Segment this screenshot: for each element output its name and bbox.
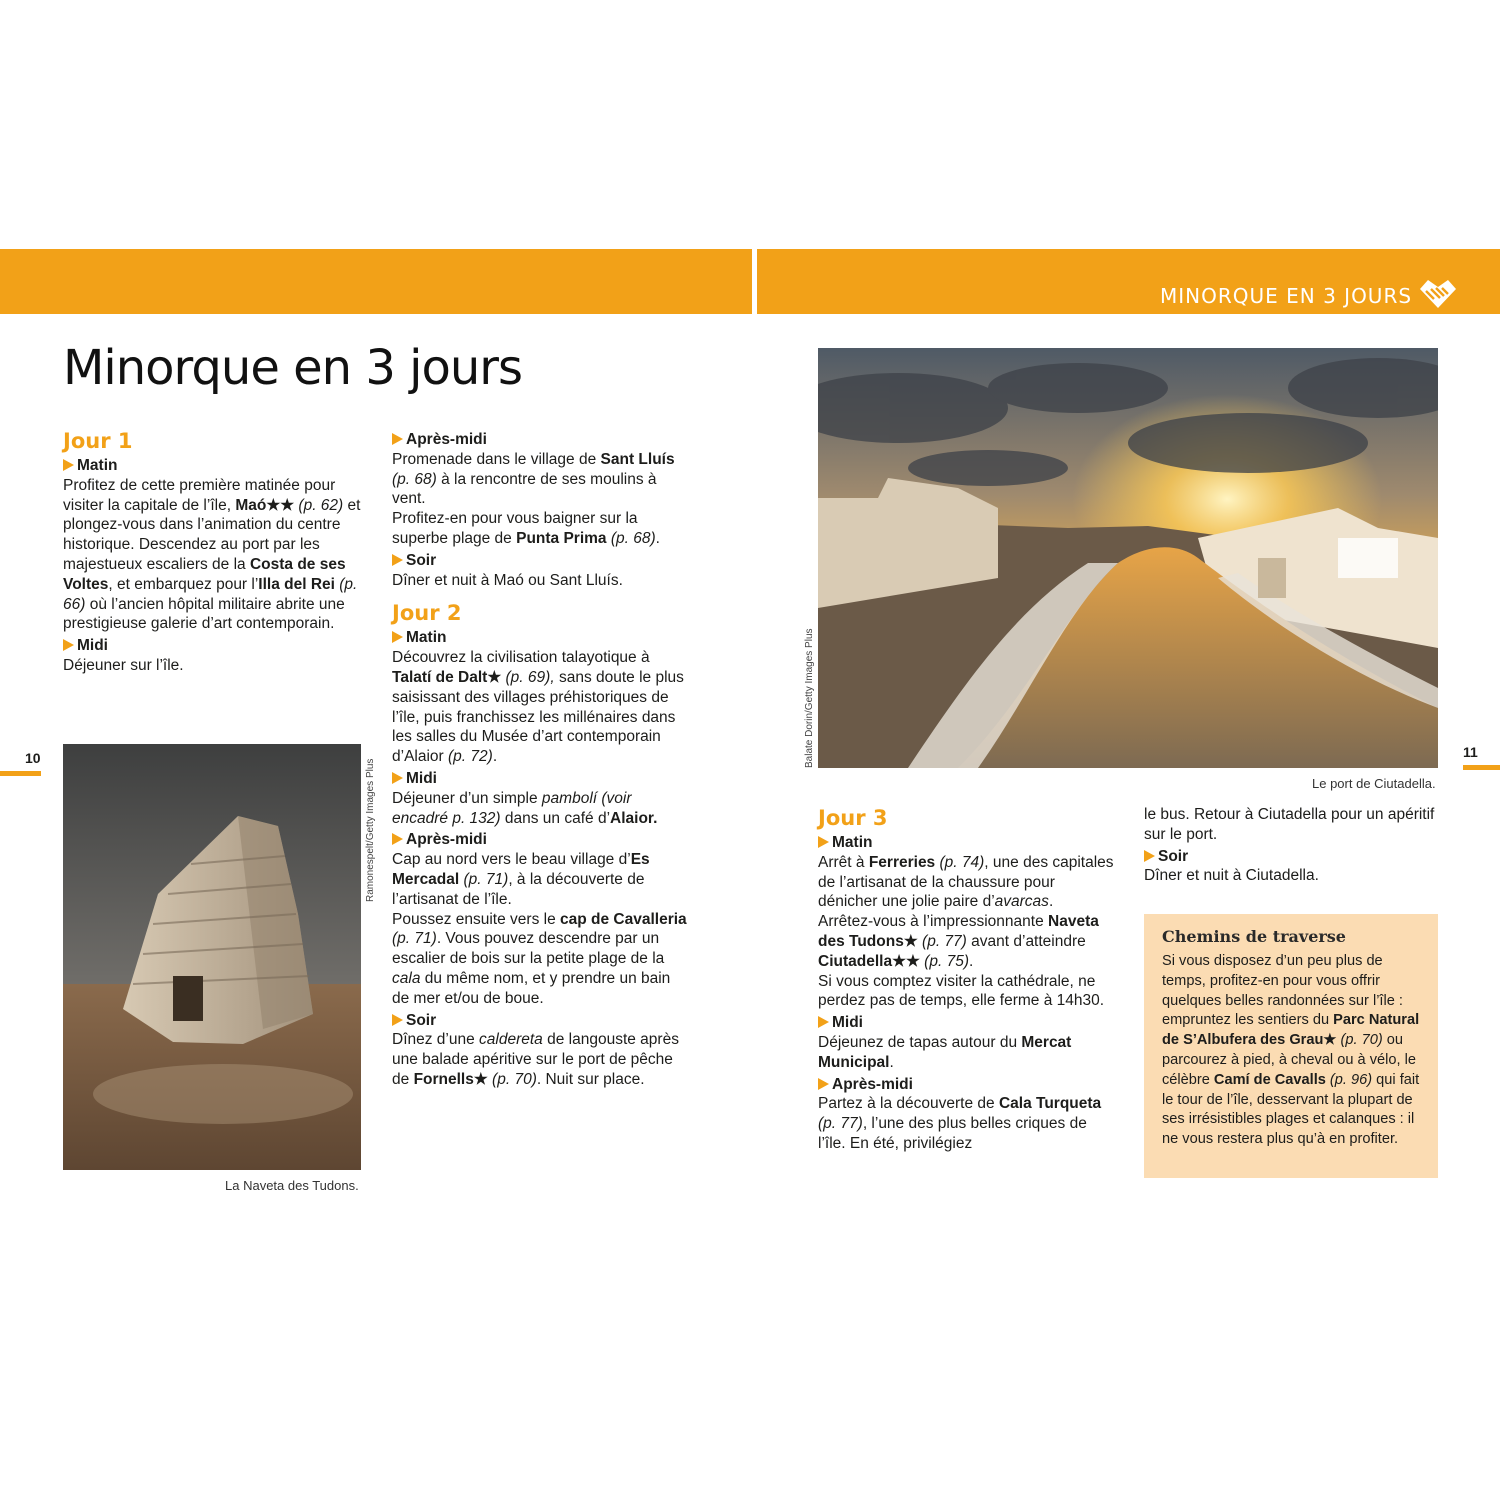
day2-matin-text: Découvrez la civilisation talayotique à Talatí de Dalt★ (p. 69), sans doute le plus saisissant des villages préhistoriques de l’île, puis franchissez les millénaires dans les salles du Musée d’art contemporain d’Alaior (p. 72). bbox=[392, 649, 684, 766]
sidebar-body: Si vous disposez d’un peu plus de temps, profitez-en pour vous offrir quelques belles randonnées sur l’île : empruntez les sentiers du Parc Natural de S’Albufera des Grau★ (p. 70) ou parcourez à pied, à cheval ou à vélo, le célèbre Camí de Cavalls (p. 96) qui fait le tour de l’île, desservant la plupart de ses irrésistibles plages et calanques : il ne vous restera plus qu’à en profiter. bbox=[1162, 953, 1420, 1148]
day2-column bbox=[392, 428, 690, 1090]
day1-apres-midi-text-1: Promenade dans le village de Sant Lluís (p. 68) à la rencontre de ses moulins à vent. bbox=[392, 450, 675, 508]
day3-column bbox=[818, 805, 1116, 1154]
ciutadella-photo bbox=[818, 348, 1438, 768]
day1-midi-text: Déjeuner sur l’île. bbox=[63, 656, 184, 674]
day3-title: Jour 3 bbox=[818, 806, 888, 830]
day3-matin-text-2: Arrêtez-vous à l’impressionnante Naveta des Tudons★ (p. 77) avant d’atteindre Ciutadella★★ (p. 75). bbox=[818, 913, 1099, 970]
day2-apres-midi-text-1: Cap au nord vers le beau village d’Es Mercadal (p. 71), à la découverte de l’artisanat de l’île. bbox=[392, 851, 650, 908]
day3-apres-midi-continued: le bus. Retour à Ciutadella pour un apéritif sur le port. bbox=[1144, 806, 1435, 843]
day3-matin-label: Matin bbox=[818, 833, 1116, 853]
day3-midi-label: Midi bbox=[818, 1013, 1116, 1033]
day3-soir-text: Dîner et nuit à Ciutadella. bbox=[1144, 867, 1319, 885]
naveta-photo-credit: Ramonespelt/Getty Images Plus bbox=[365, 758, 376, 902]
day1-soir-text: Dîner et nuit à Maó ou Sant Lluís. bbox=[392, 571, 623, 589]
day3-apres-midi-text: Partez à la découverte de Cala Turqueta (p. 77), l’une des plus belles criques de l’île. En été, privilégiez bbox=[818, 1095, 1102, 1152]
day1-matin-text: Profitez de cette première matinée pour visiter la capitale de l’île, Maó★★ (p. 62) et plongez-vous dans l’animation du centre historique. Descendez au port par les majestueux escaliers de la Costa de ses Voltes, et embarquez pour l’Illa del Rei (p. 66) où l’ancien hôpital militaire abrite une prestigieuse galerie d’art contemporain. bbox=[63, 476, 361, 633]
day3-soir-label: Soir bbox=[1144, 847, 1440, 867]
running-title: MINORQUE EN 3 JOURS bbox=[1160, 284, 1413, 308]
day3-matin-text-1: Arrêt à Ferreries (p. 74), une des capitales de l’artisanat de la chaussure pour dénicher une jolie paire d’avarcas. bbox=[818, 853, 1114, 911]
handshake-icon bbox=[1418, 277, 1458, 310]
day2-soir-label: Soir bbox=[392, 1011, 690, 1031]
day3-midi-text: Déjeunez de tapas autour du Mercat Municipal. bbox=[818, 1033, 1072, 1071]
day1-soir-label: Soir bbox=[392, 551, 690, 571]
day2-midi-label: Midi bbox=[392, 769, 690, 789]
naveta-caption: La Naveta des Tudons. bbox=[225, 1178, 359, 1193]
day1-midi-label: Midi bbox=[63, 636, 363, 656]
day3-evening-column bbox=[1144, 805, 1440, 886]
page-marker-right bbox=[1463, 765, 1500, 770]
day1-apres-midi-label: Après-midi bbox=[392, 430, 690, 450]
page-title: Minorque en 3 jours bbox=[63, 340, 522, 396]
sidebar-chemins-de-traverse bbox=[1144, 914, 1438, 1178]
ciutadella-photo-credit: Balate Dorin/Getty Images Plus bbox=[804, 628, 815, 768]
day3-apres-midi-label: Après-midi bbox=[818, 1075, 1116, 1095]
page-number-right: 11 bbox=[1463, 744, 1478, 760]
page-number-left: 10 bbox=[25, 750, 41, 766]
day1-column bbox=[63, 428, 363, 676]
sidebar-title: Chemins de traverse bbox=[1162, 927, 1346, 946]
day2-matin-label: Matin bbox=[392, 628, 690, 648]
day2-title: Jour 2 bbox=[392, 601, 462, 626]
day2-apres-midi-text-2: Poussez ensuite vers le cap de Cavalleria (p. 71). Vous pouvez descendre par un escalier de bois sur la petite plage de la cala du même nom, et y prendre un bain de mer et/ou de boue. bbox=[392, 910, 687, 1007]
day1-apres-midi-text-2: Profitez-en pour vous baigner sur la superbe plage de Punta Prima (p. 68). bbox=[392, 510, 660, 547]
ciutadella-caption: Le port de Ciutadella. bbox=[1312, 776, 1436, 791]
day1-matin-label: Matin bbox=[63, 456, 363, 476]
day2-midi-text: Déjeuner d’un simple pambolí (voir encadré p. 132) dans un café d’Alaior. bbox=[392, 789, 658, 827]
day2-apres-midi-label: Après-midi bbox=[392, 830, 690, 850]
day2-soir-text: Dînez d’une caldereta de langouste après une balade apéritive sur le port de pêche de Fornells★ (p. 70). Nuit sur place. bbox=[392, 1031, 679, 1088]
header-band-left bbox=[0, 249, 752, 314]
naveta-photo bbox=[63, 744, 361, 1170]
page-marker-left bbox=[0, 771, 41, 776]
day1-title: Jour 1 bbox=[63, 429, 133, 453]
day3-matin-text-3: Si vous comptez visiter la cathédrale, ne perdez pas de temps, elle ferme à 14h30. bbox=[818, 972, 1105, 1010]
